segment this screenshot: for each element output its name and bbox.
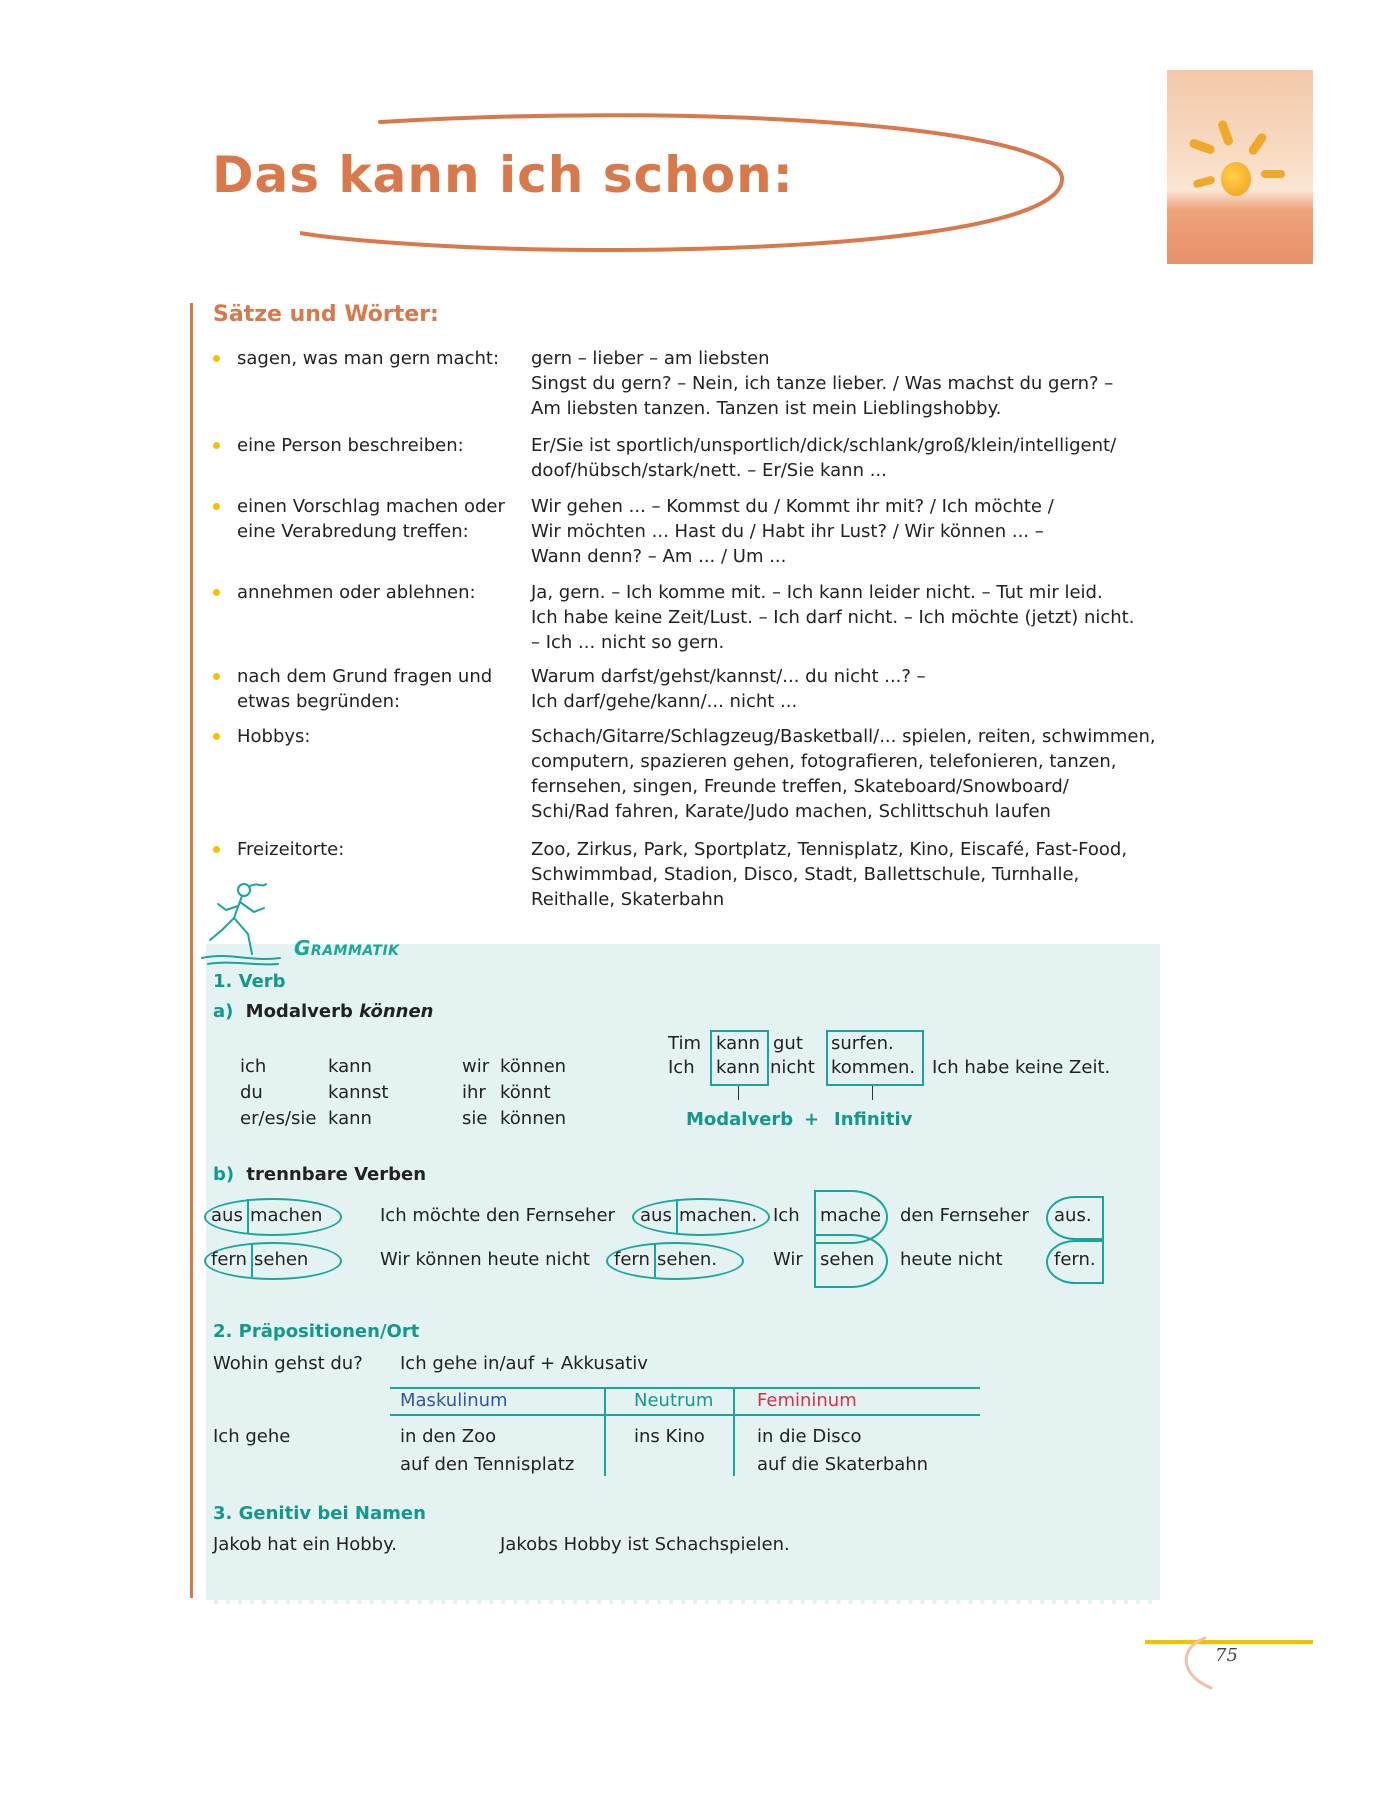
verb-prefix: aus [640, 1205, 672, 1226]
example-subject: Tim [668, 1033, 701, 1054]
item-value: Zoo, Zirkus, Park, Sportplatz, Tennisplatz, Kino, Eiscafé, Fast-Food, Schwimmbad, Stadion, Disco, Stadt, Ballettschule, Turnhalle, Reithalle, Skaterbahn [531, 839, 1128, 910]
bullet-icon [213, 846, 220, 853]
example-extra: Ich habe keine Zeit. [932, 1057, 1111, 1078]
verb-stem: machen [250, 1205, 323, 1226]
b-title: trennbare Verben [246, 1164, 427, 1185]
verb-heading: 1. Verb [213, 971, 286, 992]
table-column-divider [733, 1387, 735, 1476]
runner-icon [200, 878, 284, 968]
connector-line [738, 1086, 739, 1100]
example-verb: sehen [820, 1249, 875, 1270]
bullet-icon [213, 673, 220, 680]
genitive-example: Jakob hat ein Hobby. [213, 1534, 397, 1555]
list-item [213, 724, 1173, 829]
conj-pronoun: sie [462, 1108, 488, 1129]
section-heading: Sätze und Wörter: [213, 302, 439, 327]
legend-infinitive: Infinitiv [834, 1109, 913, 1130]
bullet-icon [213, 733, 220, 740]
conj-form: kann [328, 1108, 372, 1129]
example-sentence: Wir können heute nicht [380, 1249, 590, 1270]
verb-prefix: fern [211, 1249, 247, 1270]
example-middle: nicht [770, 1057, 815, 1078]
list-item [213, 837, 1173, 917]
conj-pronoun: ihr [462, 1082, 486, 1103]
conj-form: kann [328, 1056, 372, 1077]
list-item [213, 664, 1173, 719]
prefix-divider [676, 1199, 678, 1233]
column-header-maskulinum: Maskulinum [400, 1390, 508, 1411]
prep-heading: 2. Präpositionen/Ort [213, 1321, 420, 1342]
example-particle: aus. [1054, 1205, 1092, 1226]
item-value: Er/Sie ist sportlich/unsportlich/dick/schlank/groß/klein/intelligent/ doof/hübsch/stark/nett. – Er/Sie kann ... [531, 435, 1117, 481]
prep-subject: Ich gehe [213, 1426, 291, 1447]
conj-form: können [500, 1056, 567, 1077]
item-value: Warum darfst/gehst/kannst/... du nicht ...? – Ich darf/gehe/kann/... nicht ... [531, 666, 926, 712]
item-label: nach dem Grund fragen und etwas begründen: [237, 666, 493, 712]
list-item [213, 433, 1173, 488]
item-label: annehmen oder ablehnen: [237, 582, 476, 603]
table-cell: auf den Tennisplatz [400, 1454, 575, 1475]
b-label: b) [213, 1164, 235, 1185]
item-value: Wir gehen ... – Kommst du / Kommt ihr mit? / Ich möchte / Wir möchten ... Hast du / Habt ihr Lust? / Wir können ... – Wann denn? – Am ... / Um ... [531, 496, 1054, 567]
modal-subheading [213, 1000, 433, 1024]
item-label: Hobbys: [237, 726, 311, 747]
example-subject: Ich [773, 1205, 800, 1226]
conj-form: kannst [328, 1082, 389, 1103]
grammar-heading: Grammatik [294, 936, 400, 960]
item-value: Ja, gern. – Ich komme mit. – Ich kann leider nicht. – Tut mir leid. Ich habe keine Zeit/Lust. – Ich darf nicht. – Ich möchte (jetzt) nicht. – Ich ... nicht so gern. [531, 582, 1135, 653]
prep-rule: Ich gehe in/auf + Akkusativ [400, 1353, 648, 1374]
item-value: gern – lieber – am liebsten Singst du gern? – Nein, ich tanze lieber. / Was machst du gern? – Am liebsten tanzen. Tanzen ist mein Lieblingshobby. [531, 348, 1114, 419]
column-header-femininum: Femininum [757, 1390, 857, 1411]
example-rest: heute nicht [900, 1249, 1003, 1270]
column-header-neutrum: Neutrum [634, 1390, 714, 1411]
list-item [213, 580, 1173, 660]
legend-modal: Modalverb [686, 1109, 794, 1130]
example-verb: mache [820, 1205, 881, 1226]
item-label: eine Person beschreiben: [237, 435, 464, 456]
example-subject: Ich [668, 1057, 695, 1078]
a-title: Modalverb [245, 1001, 353, 1022]
bullet-icon [213, 589, 220, 596]
table-cell: in den Zoo [400, 1426, 497, 1447]
prep-question: Wohin gehst du? [213, 1353, 363, 1374]
verb-stem: sehen [254, 1249, 309, 1270]
prefix-divider [251, 1243, 253, 1277]
genitive-example: Jakobs Hobby ist Schachspielen. [500, 1534, 790, 1555]
example-sentence: Ich möchte den Fernseher [380, 1205, 615, 1226]
example-particle: fern. [1054, 1249, 1096, 1270]
conj-pronoun: ich [240, 1056, 267, 1077]
table-column-divider [604, 1387, 606, 1476]
table-header-rule [390, 1414, 980, 1416]
table-cell: ins Kino [634, 1426, 705, 1447]
connector-line [872, 1086, 873, 1100]
item-label: sagen, was man gern macht: [237, 348, 500, 369]
conj-form: können [500, 1108, 567, 1129]
bullet-icon [213, 442, 220, 449]
page-number-swoosh [1175, 1636, 1215, 1692]
conj-pronoun: er/es/sie [240, 1108, 317, 1129]
section-margin-rule [190, 303, 193, 1598]
page-title: Das kann ich schon: [212, 146, 794, 204]
genitive-heading: 3. Genitiv bei Namen [213, 1503, 426, 1524]
example-infinitive: kommen. [831, 1057, 916, 1078]
conj-pronoun: du [240, 1082, 263, 1103]
item-label: einen Vorschlag machen oder eine Verabredung treffen: [237, 496, 505, 542]
example-middle: gut [773, 1033, 803, 1054]
example-infinitive: surfen. [831, 1033, 894, 1054]
page-number: 75 [1215, 1645, 1238, 1666]
conj-pronoun: wir [462, 1056, 490, 1077]
bullet-icon [213, 503, 220, 510]
verb-prefix: fern [614, 1249, 650, 1270]
example-rest: den Fernseher [900, 1205, 1029, 1226]
item-value: Schach/Gitarre/Schlagzeug/Basketball/... spielen, reiten, schwimmen, computern, spazieren gehen, fotografieren, telefonieren, tanzen, fernsehen, singen, Freunde treffen, Skateboard/Snowboard/ Schi/Rad fahren, Karate/Judo machen, Schlittschuh laufen [531, 726, 1156, 822]
page-number-rule [1145, 1640, 1313, 1644]
list-item [213, 346, 1173, 426]
table-cell: in die Disco [757, 1426, 862, 1447]
list-item [213, 494, 1173, 574]
prefix-divider [654, 1243, 656, 1277]
verb-stem: machen. [679, 1205, 758, 1226]
example-modal: kann [716, 1033, 760, 1054]
a-label: a) [213, 1001, 234, 1022]
prefix-divider [247, 1199, 249, 1233]
sun-illustration [1167, 70, 1313, 264]
verb-stem: sehen. [657, 1249, 718, 1270]
legend-plus: + [804, 1109, 820, 1130]
bullet-icon [213, 355, 220, 362]
table-cell: auf die Skaterbahn [757, 1454, 929, 1475]
item-label: Freizeitorte: [237, 839, 345, 860]
a-title-italic: können [359, 1001, 434, 1022]
example-modal: kann [716, 1057, 760, 1078]
separable-subheading [213, 1163, 426, 1187]
conj-form: könnt [500, 1082, 551, 1103]
example-subject: Wir [773, 1249, 803, 1270]
verb-prefix: aus [211, 1205, 243, 1226]
